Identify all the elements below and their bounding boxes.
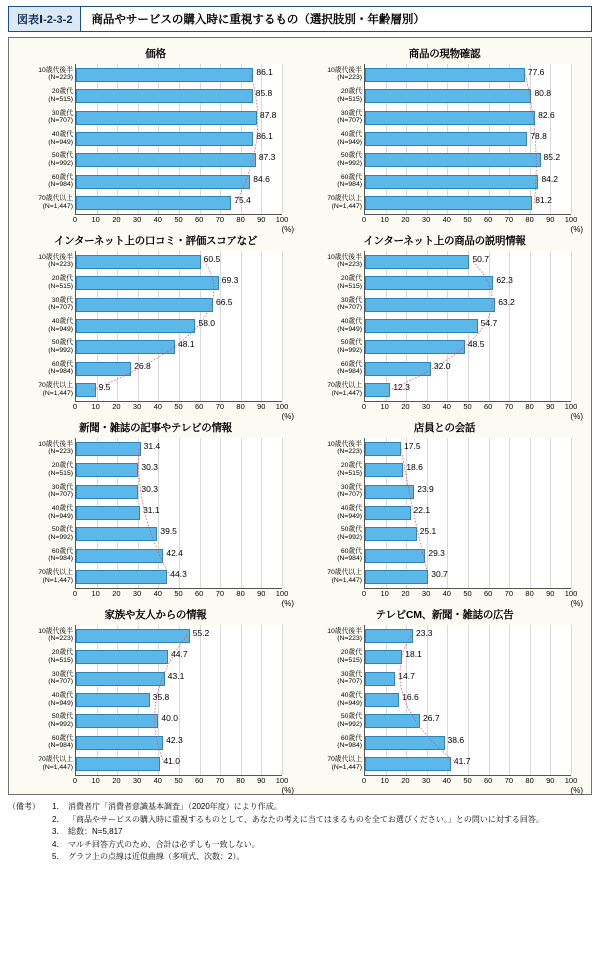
x-tick-label: 90 — [257, 402, 266, 411]
x-tick-label: 90 — [546, 589, 555, 598]
category-label: 10歳代後半 (N=223) — [327, 627, 362, 643]
bar-value-label: 85.8 — [255, 88, 273, 99]
x-tick-label: 50 — [174, 776, 183, 785]
category-label: 60歳代 (N=984) — [48, 734, 73, 750]
x-tick-label: 70 — [504, 402, 514, 411]
category-label: 30歳代 (N=707) — [337, 109, 362, 125]
category-label: 70歳代以上 (N=1,447) — [327, 569, 362, 584]
x-tick-label: 80 — [236, 215, 245, 224]
category-label: 50歳代 (N=992) — [48, 152, 73, 168]
x-tick-label: 10 — [380, 215, 389, 224]
x-tick-label: 50 — [463, 215, 472, 224]
bar-value-label: 44.7 — [171, 649, 188, 660]
bar-value-label: 26.7 — [423, 713, 440, 724]
x-tick-label: 40 — [153, 215, 162, 224]
category-label: 10歳代後半 (N=223) — [327, 440, 362, 456]
bar-value-label: 22.1 — [413, 505, 431, 515]
bar-value-label: 48.1 — [178, 339, 195, 350]
bar-value-label: 41.7 — [453, 756, 471, 767]
x-tick-label: 40 — [442, 776, 451, 785]
bar-value-label: 32.0 — [433, 360, 451, 371]
x-tick-label: 0 — [72, 402, 78, 411]
x-axis — [72, 589, 294, 608]
gridline — [282, 251, 283, 401]
bar-value-label: 62.3 — [496, 275, 513, 286]
x-tick-label: 10 — [91, 402, 100, 411]
category-label: 40歳代 (N=949) — [48, 692, 73, 707]
x-tick-label: 30 — [421, 776, 431, 785]
x-tick-label: 40 — [442, 402, 451, 411]
x-tick-label: 70 — [215, 776, 225, 785]
chart-title: インターネット上の口コミ・評価スコアなど — [53, 235, 258, 247]
x-tick-label: 40 — [153, 402, 162, 411]
x-tick-label: 30 — [421, 215, 431, 224]
bar-value-label: 29.3 — [428, 547, 445, 558]
x-tick-label: 80 — [525, 402, 534, 411]
x-tick-label: 60 — [484, 589, 493, 598]
bar-value-label: 30.3 — [141, 483, 158, 494]
chart-panel — [13, 231, 298, 421]
chart-panel — [13, 418, 298, 608]
bar-value-label: 26.8 — [134, 360, 151, 371]
bar-value-label: 69.3 — [221, 275, 239, 286]
chart-title: テレビCM、新聞・雑誌の広告 — [375, 609, 514, 621]
trend-curve — [365, 438, 571, 588]
bar-value-label: 25.1 — [419, 526, 437, 537]
bar-value-label: 43.1 — [167, 670, 185, 681]
plot-area — [327, 625, 571, 776]
bar-value-label: 86.1 — [256, 66, 273, 77]
category-label: 50歳代 (N=992) — [48, 526, 73, 542]
bar-value-label: 41.0 — [163, 756, 180, 767]
note-item: 4． マルチ回答方式のため、合計は必ずしも一致しない。 — [52, 839, 260, 849]
note-item: 3． 総数：N=5,817 — [52, 827, 123, 836]
x-axis-unit: (%) — [570, 599, 583, 608]
bar-value-label: 40.0 — [161, 713, 178, 724]
x-axis — [361, 776, 583, 795]
bar-value-label: 42.3 — [166, 734, 183, 745]
x-axis-unit: (%) — [281, 786, 294, 795]
x-tick-label: 10 — [91, 776, 100, 785]
x-tick-label: 30 — [132, 215, 142, 224]
x-tick-label: 30 — [421, 402, 431, 411]
x-tick-label: 10 — [91, 215, 100, 224]
bar-value-label: 31.4 — [143, 440, 161, 451]
chart-title: 商品の現物確認 — [408, 48, 481, 60]
category-label: 60歳代 (N=984) — [337, 547, 362, 563]
plot-area — [38, 625, 282, 776]
category-label: 40歳代 (N=949) — [337, 131, 362, 146]
x-tick-label: 70 — [504, 776, 514, 785]
x-tick-label: 0 — [72, 776, 78, 785]
x-tick-label: 90 — [546, 402, 555, 411]
category-label: 30歳代 (N=707) — [48, 670, 73, 686]
x-tick-label: 20 — [112, 402, 121, 411]
trend-curve — [365, 625, 571, 775]
x-tick-label: 60 — [195, 402, 204, 411]
chart-panel — [302, 605, 587, 795]
x-tick-label: 100 — [275, 589, 289, 598]
category-label: 60歳代 (N=984) — [337, 734, 362, 750]
bar-value-label: 38.6 — [447, 734, 465, 745]
x-tick-label: 100 — [564, 402, 578, 411]
category-label: 70歳代以上 (N=1,447) — [327, 195, 362, 210]
bar-value-label: 75.4 — [234, 195, 251, 206]
x-axis — [361, 215, 583, 234]
x-tick-label: 30 — [132, 589, 142, 598]
x-tick-label: 0 — [361, 402, 367, 411]
bar-value-label: 81.2 — [535, 195, 552, 206]
x-tick-label: 80 — [525, 215, 534, 224]
x-tick-label: 0 — [72, 589, 78, 598]
x-tick-label: 20 — [401, 402, 410, 411]
category-label: 40歳代 (N=949) — [48, 131, 73, 146]
x-tick-label: 70 — [504, 589, 514, 598]
gridline — [571, 625, 572, 775]
category-label: 10歳代後半 (N=223) — [38, 253, 73, 269]
chart-panel — [302, 231, 587, 421]
category-label: 10歳代後半 (N=223) — [38, 66, 73, 82]
category-label: 60歳代 (N=984) — [48, 547, 73, 563]
x-tick-label: 80 — [525, 589, 534, 598]
x-tick-label: 80 — [525, 776, 534, 785]
note-item: 2． 「商品やサービスの購入時に重視するものとして、あなたの考えに当てはまるものを全てお選びください。」との問いに対する回答。 — [52, 814, 544, 824]
trend-curve — [365, 251, 571, 401]
x-tick-label: 100 — [564, 215, 578, 224]
bar-value-label: 87.3 — [258, 152, 276, 163]
gridline — [571, 64, 572, 214]
plot-area — [327, 438, 571, 589]
bar-value-label: 48.5 — [467, 339, 485, 350]
x-axis-unit: (%) — [281, 225, 294, 234]
charts-grid — [13, 44, 587, 795]
x-tick-label: 100 — [564, 589, 578, 598]
x-tick-label: 20 — [112, 589, 121, 598]
category-label: 60歳代 (N=984) — [48, 173, 73, 189]
category-label: 50歳代 (N=992) — [48, 713, 73, 729]
category-label: 30歳代 (N=707) — [337, 296, 362, 312]
category-label: 50歳代 (N=992) — [337, 526, 362, 542]
x-axis-unit: (%) — [281, 599, 294, 608]
chart-title: インターネット上の商品の説明情報 — [363, 235, 526, 247]
x-tick-label: 70 — [215, 215, 225, 224]
bar-value-label: 30.7 — [431, 569, 448, 580]
x-tick-label: 10 — [380, 589, 389, 598]
trend-curve — [76, 64, 282, 214]
x-tick-label: 40 — [442, 589, 451, 598]
bar-value-label: 58.0 — [198, 318, 216, 328]
bar-value-label: 42.4 — [166, 547, 183, 558]
category-label: 50歳代 (N=992) — [48, 339, 73, 355]
bar-value-label: 86.1 — [256, 131, 273, 141]
bar-value-label: 77.6 — [527, 66, 545, 77]
x-tick-label: 90 — [546, 215, 555, 224]
category-label: 30歳代 (N=707) — [337, 670, 362, 686]
bar-value-label: 31.1 — [143, 505, 160, 515]
x-axis — [361, 402, 583, 421]
category-label: 10歳代後半 (N=223) — [327, 66, 362, 82]
x-tick-label: 100 — [275, 776, 289, 785]
bar-value-label: 23.3 — [415, 627, 433, 638]
trend-curve — [76, 251, 282, 401]
category-label: 40歳代 (N=949) — [48, 318, 73, 333]
x-tick-label: 90 — [257, 215, 266, 224]
x-tick-label: 20 — [401, 776, 410, 785]
charts-frame — [8, 37, 592, 795]
trend-curve — [76, 438, 282, 588]
category-label: 30歳代 (N=707) — [48, 109, 73, 125]
bar-value-label: 84.6 — [253, 173, 270, 184]
bar-value-label: 16.6 — [402, 692, 419, 702]
x-tick-label: 90 — [257, 776, 266, 785]
x-axis-unit: (%) — [570, 225, 583, 234]
category-label: 30歳代 (N=707) — [48, 483, 73, 499]
x-tick-label: 100 — [275, 402, 289, 411]
x-axis — [72, 402, 294, 421]
x-tick-label: 70 — [215, 589, 225, 598]
x-tick-label: 10 — [380, 402, 389, 411]
figure-number: 図表Ⅰ-2-3-2 — [9, 7, 81, 31]
category-label: 10歳代後半 (N=223) — [327, 253, 362, 269]
notes-list — [52, 801, 544, 864]
chart-title: 店員との会話 — [413, 422, 476, 434]
x-tick-label: 30 — [132, 402, 142, 411]
category-label: 70歳代以上 (N=1,447) — [38, 569, 73, 584]
category-label: 30歳代 (N=707) — [48, 296, 73, 312]
x-tick-label: 50 — [174, 402, 183, 411]
category-label: 70歳代以上 (N=1,447) — [327, 382, 362, 397]
category-label: 10歳代後半 (N=223) — [38, 627, 73, 643]
x-tick-label: 80 — [236, 402, 245, 411]
x-tick-label: 50 — [463, 589, 472, 598]
category-label: 70歳代以上 (N=1,447) — [38, 195, 73, 210]
bar-value-label: 80.8 — [534, 88, 551, 99]
x-tick-label: 70 — [215, 402, 225, 411]
x-tick-label: 50 — [463, 776, 472, 785]
bar-value-label: 39.5 — [160, 526, 177, 537]
category-label: 50歳代 (N=992) — [337, 339, 362, 355]
x-tick-label: 60 — [195, 589, 204, 598]
bar-value-label: 78.8 — [530, 131, 547, 141]
plot-area — [327, 64, 571, 215]
x-axis — [361, 589, 583, 608]
category-label: 20歳代 (N=515) — [337, 275, 362, 290]
x-tick-label: 50 — [174, 589, 183, 598]
x-tick-label: 10 — [91, 589, 100, 598]
x-axis — [72, 776, 294, 795]
bar-value-label: 14.7 — [398, 670, 415, 681]
x-tick-label: 10 — [380, 776, 389, 785]
plot-area — [38, 438, 282, 589]
x-tick-label: 0 — [361, 215, 367, 224]
category-label: 70歳代以上 (N=1,447) — [38, 756, 73, 771]
category-label: 20歳代 (N=515) — [337, 88, 362, 103]
x-tick-label: 90 — [546, 776, 555, 785]
bar-value-label: 30.3 — [141, 462, 158, 473]
category-label: 20歳代 (N=515) — [337, 649, 362, 664]
gridline — [282, 625, 283, 775]
notes-block — [8, 801, 592, 864]
x-tick-label: 90 — [257, 589, 266, 598]
x-tick-label: 80 — [236, 776, 245, 785]
trend-curve — [76, 625, 282, 775]
category-label: 60歳代 (N=984) — [337, 173, 362, 189]
x-tick-label: 0 — [361, 589, 367, 598]
x-tick-label: 0 — [72, 215, 78, 224]
bar-value-label: 84.2 — [541, 173, 558, 184]
chart-title: 価格 — [145, 48, 166, 60]
notes-label: （備考） — [8, 802, 40, 811]
bar-value-label: 44.3 — [170, 569, 187, 580]
chart-panel — [13, 605, 298, 795]
x-tick-label: 60 — [195, 776, 204, 785]
category-label: 20歳代 (N=515) — [48, 275, 73, 290]
plot-area — [327, 251, 571, 402]
bar-value-label: 18.6 — [406, 462, 423, 473]
x-tick-label: 60 — [195, 215, 204, 224]
x-tick-label: 50 — [174, 215, 183, 224]
x-tick-label: 50 — [463, 402, 472, 411]
gridline — [571, 251, 572, 401]
chart-panel — [13, 44, 298, 234]
figure-header — [8, 6, 592, 32]
x-tick-label: 20 — [401, 589, 410, 598]
category-label: 20歳代 (N=515) — [48, 462, 73, 477]
bar-value-label: 87.8 — [259, 109, 277, 120]
x-tick-label: 60 — [484, 215, 493, 224]
x-tick-label: 40 — [442, 215, 451, 224]
plot-area — [38, 251, 282, 402]
category-label: 70歳代以上 (N=1,447) — [327, 756, 362, 771]
x-tick-label: 20 — [401, 215, 410, 224]
x-tick-label: 40 — [153, 776, 162, 785]
note-item: 1． 消費者庁「消費者意識基本調査」（2020年度）により作成。 — [52, 802, 282, 811]
x-axis — [72, 215, 294, 234]
category-label: 60歳代 (N=984) — [48, 360, 73, 376]
bar-value-label: 50.7 — [472, 253, 489, 264]
x-tick-label: 60 — [484, 776, 493, 785]
trend-curve — [365, 64, 571, 214]
category-label: 40歳代 (N=949) — [337, 692, 362, 707]
x-tick-label: 0 — [361, 776, 367, 785]
x-axis-unit: (%) — [570, 786, 583, 795]
bar-value-label: 12.3 — [393, 382, 410, 393]
bar-value-label: 23.9 — [417, 483, 434, 494]
category-label: 40歳代 (N=949) — [337, 505, 362, 520]
bar-value-label: 60.5 — [203, 253, 221, 264]
x-tick-label: 70 — [504, 215, 514, 224]
category-label: 20歳代 (N=515) — [48, 88, 73, 103]
x-tick-label: 40 — [153, 589, 162, 598]
x-tick-label: 100 — [275, 215, 289, 224]
gridline — [282, 438, 283, 588]
category-label: 30歳代 (N=707) — [337, 483, 362, 499]
x-tick-label: 30 — [421, 589, 431, 598]
gridline — [571, 438, 572, 588]
x-axis-unit: (%) — [570, 412, 583, 421]
chart-panel — [302, 44, 587, 234]
chart-title: 家族や友人からの情報 — [104, 609, 207, 621]
x-tick-label: 30 — [132, 776, 142, 785]
x-tick-label: 80 — [236, 589, 245, 598]
category-label: 70歳代以上 (N=1,447) — [38, 382, 73, 397]
category-label: 50歳代 (N=992) — [337, 152, 362, 168]
chart-panel — [302, 418, 587, 608]
bar-value-label: 63.2 — [498, 296, 515, 307]
chart-title: 新聞・雑誌の記事やテレビの情報 — [79, 422, 232, 434]
bar-value-label: 66.5 — [215, 296, 233, 307]
x-tick-label: 20 — [112, 776, 121, 785]
plot-area — [38, 64, 282, 215]
gridline — [282, 64, 283, 214]
bar-value-label: 82.6 — [538, 109, 555, 120]
x-tick-label: 60 — [484, 402, 493, 411]
bar-value-label: 85.2 — [543, 152, 561, 163]
x-tick-label: 100 — [564, 776, 578, 785]
bar-value-label: 54.7 — [480, 318, 498, 328]
category-label: 20歳代 (N=515) — [337, 462, 362, 477]
category-label: 60歳代 (N=984) — [337, 360, 362, 376]
bar-value-label: 17.5 — [404, 440, 421, 451]
category-label: 40歳代 (N=949) — [48, 505, 73, 520]
figure-title: 商品やサービスの購入時に重視するもの（選択肢別・年齢層別） — [81, 7, 435, 31]
category-label: 10歳代後半 (N=223) — [38, 440, 73, 456]
x-tick-label: 20 — [112, 215, 121, 224]
category-label: 50歳代 (N=992) — [337, 713, 362, 729]
category-label: 40歳代 (N=949) — [337, 318, 362, 333]
bar-value-label: 9.5 — [98, 382, 111, 393]
note-item: 5． グラフ上の点線は近似曲線（多項式、次数：2）。 — [52, 852, 245, 861]
bar-value-label: 18.1 — [405, 649, 422, 660]
x-axis-unit: (%) — [281, 412, 294, 421]
bar-value-label: 55.2 — [192, 627, 210, 638]
category-label: 20歳代 (N=515) — [48, 649, 73, 664]
bar-value-label: 35.8 — [152, 692, 170, 702]
